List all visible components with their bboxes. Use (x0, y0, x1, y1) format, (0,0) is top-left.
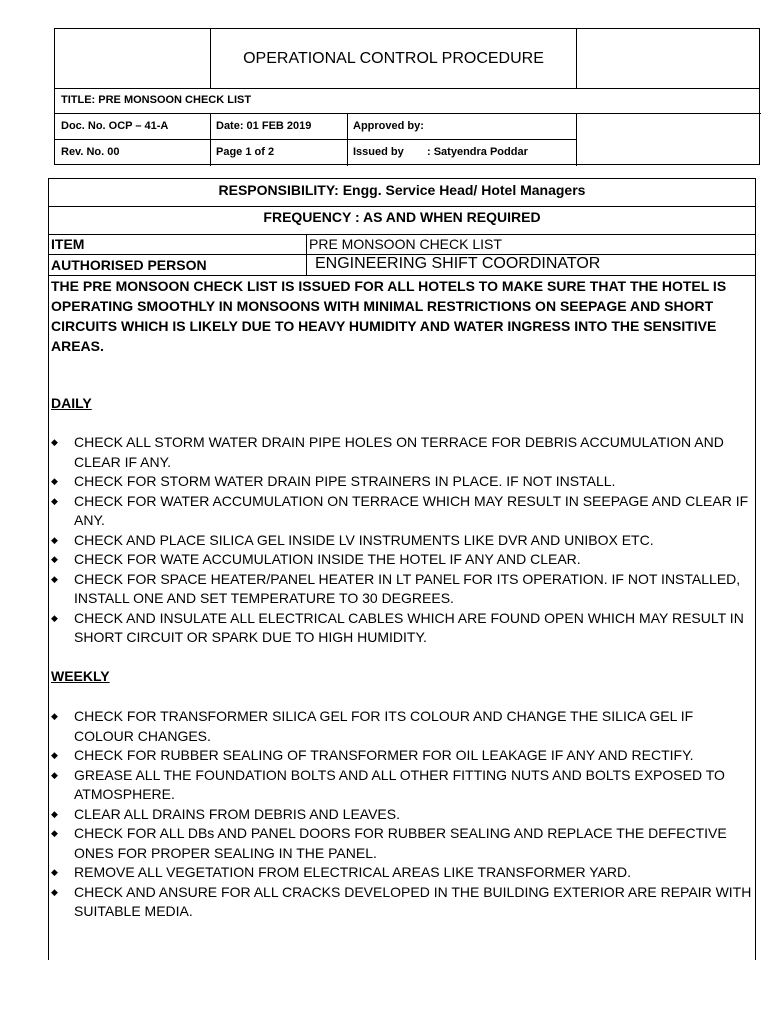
bullet-icon: ◆ (51, 612, 58, 623)
authorised-person-value: ENGINEERING SHIFT COORDINATOR (315, 255, 601, 272)
daily-check-item (49, 609, 754, 648)
daily-check-item (49, 531, 754, 551)
bullet-icon: ◆ (51, 808, 58, 819)
bullet-icon: ◆ (51, 750, 58, 760)
bullet-icon: ◆ (51, 769, 58, 780)
bullet-icon: ◆ (51, 711, 58, 721)
weekly-check-item-text: CLEAR ALL DRAINS FROM DEBRIS AND LEAVES. (74, 805, 400, 822)
revision-number: Rev. No. 00 (61, 146, 120, 158)
item-value: PRE MONSOON CHECK LIST (309, 236, 502, 252)
procedure-title: OPERATIONAL CONTROL PROCEDURE (243, 50, 544, 67)
daily-check-item (49, 472, 754, 492)
page-indicator: Page 1 of 2 (216, 146, 275, 158)
checklist-table (48, 178, 756, 960)
daily-check-item (49, 433, 754, 472)
daily-check-item-text: CHECK FOR WATER ACCUMULATION ON TERRACE WHICH MAY RESULT IN SEEPAGE AND CLEAR IF ANY. (74, 492, 749, 528)
bullet-icon: ◆ (51, 886, 58, 897)
bullet-icon: ◆ (51, 554, 58, 564)
bullet-icon: ◆ (51, 828, 58, 838)
daily-check-item (49, 570, 754, 609)
weekly-checklist (49, 707, 754, 922)
item-label: ITEM (51, 236, 85, 252)
weekly-check-item (49, 824, 754, 863)
authorised-person-label: AUTHORISED PERSON (51, 257, 207, 273)
weekly-check-item-text: CHECK FOR TRANSFORMER SILICA GEL FOR ITS COLOUR AND CHANGE THE SILICA GEL IF COLOUR CHANGES. (74, 708, 694, 744)
bullet-icon: ◆ (51, 573, 58, 584)
bullet-icon: ◆ (51, 437, 58, 447)
intro-paragraph: THE PRE MONSOON CHECK LIST IS ISSUED FOR ALL HOTELS TO MAKE SURE THAT THE HOTEL IS OPERATING SMOOTHLY IN MONSOONS WITH MINIMAL RESTRICTIONS ON SEEPAGE AND SHORT CIRCUITS WHICH IS LIKELY DUE TO HEAVY HUMIDITY AND WATER INGRESS INTO THE SENSITIVE AREAS. (51, 278, 727, 354)
issued-by-name: : Satyendra Poddar (427, 146, 528, 158)
responsibility: RESPONSIBILITY: Engg. Service Head/ Hotel Managers (218, 182, 586, 198)
daily-check-item-text: CHECK ALL STORM WATER DRAIN PIPE HOLES ON TERRACE FOR DEBRIS ACCUMULATION AND CLEAR IF ANY. (74, 434, 724, 470)
weekly-check-item (49, 766, 754, 805)
daily-check-item-text: CHECK AND PLACE SILICA GEL INSIDE LV INSTRUMENTS LIKE DVR AND UNIBOX ETC. (74, 531, 654, 548)
doc-number: Doc. No. OCP – 41-A (61, 120, 169, 132)
bullet-icon: ◆ (51, 534, 58, 545)
daily-check-item (49, 550, 754, 570)
weekly-check-item (49, 805, 754, 825)
issued-by-label: Issued by (353, 146, 404, 158)
daily-check-item (49, 492, 754, 531)
weekly-check-item-text: CHECK FOR RUBBER SEALING OF TRANSFORMER FOR OIL LEAKAGE IF ANY AND RECTIFY. (74, 747, 694, 763)
bullet-icon: ◆ (51, 495, 58, 506)
daily-check-item-text: CHECK FOR STORM WATER DRAIN PIPE STRAINERS IN PLACE. IF NOT INSTALL. (74, 473, 616, 489)
daily-checklist (49, 433, 754, 648)
daily-check-item-text: CHECK AND INSULATE ALL ELECTRICAL CABLES WHICH ARE FOUND OPEN WHICH MAY RESULT IN SHORT CIRCUIT OR SPARK DUE TO HIGH HUMIDITY. (74, 609, 744, 645)
weekly-check-item-text: CHECK AND ANSURE FOR ALL CRACKS DEVELOPED IN THE BUILDING EXTERIOR ARE REPAIR WITH SUITABLE MEDIA. (74, 883, 752, 919)
weekly-check-item-text: GREASE ALL THE FOUNDATION BOLTS AND ALL OTHER FITTING NUTS AND BOLTS EXPOSED TO ATMOSPHERE. (74, 766, 725, 802)
daily-heading: DAILY (51, 395, 92, 411)
bullet-icon: ◆ (51, 476, 58, 486)
weekly-check-item (49, 746, 754, 766)
daily-check-item-text: CHECK FOR SPACE HEATER/PANEL HEATER IN LT PANEL FOR ITS OPERATION. IF NOT INSTALLED, INSTALL ONE AND SET TEMPERATURE TO 30 DEGREES. (74, 570, 741, 606)
doc-date: Date: 01 FEB 2019 (216, 120, 312, 132)
weekly-check-item-text: REMOVE ALL VEGETATION FROM ELECTRICAL AREAS LIKE TRANSFORMER YARD. (74, 864, 632, 880)
daily-check-item-text: CHECK FOR WATE ACCUMULATION INSIDE THE HOTEL IF ANY AND CLEAR. (74, 551, 581, 567)
frequency: FREQUENCY : AS AND WHEN REQUIRED (263, 209, 541, 225)
weekly-check-item (49, 883, 754, 922)
document-title: TITLE: PRE MONSOON CHECK LIST (61, 94, 252, 106)
weekly-check-item (49, 707, 754, 746)
weekly-heading: WEEKLY (51, 668, 110, 684)
document-header-table (54, 28, 760, 165)
approved-by: Approved by: (353, 120, 424, 132)
weekly-check-item-text: CHECK FOR ALL DBs AND PANEL DOORS FOR RUBBER SEALING AND REPLACE THE DEFECTIVE ONES FOR PROPER SEALING IN THE PANEL. (74, 825, 727, 861)
weekly-check-item (49, 863, 754, 883)
bullet-icon: ◆ (51, 867, 58, 877)
